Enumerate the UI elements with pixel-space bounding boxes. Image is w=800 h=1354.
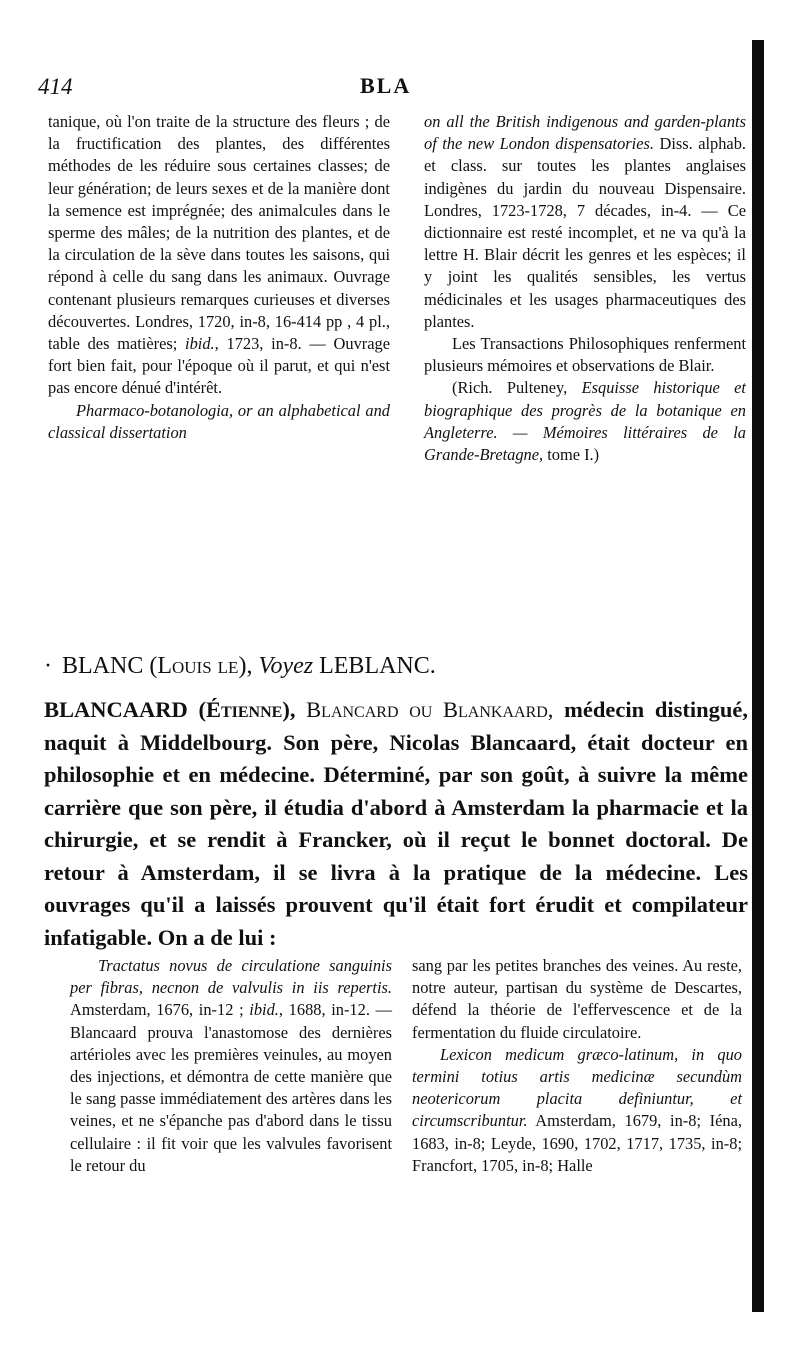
paragraph-text: Amsterdam, 1679, in-8; Iéna, 1683, in-8; Leyde, 1690, 1702, 1717, 1735, in-8; Francfort, 1705, in-8; Halle [412,1111,742,1175]
source-open: (Rich. Pulteney, [452,378,582,398]
paragraph-text: , 1723, in-8. — Ouvrage fort bien fait, pour l'époque où il parut, et qui n'est pas encore dénué d'intérêt. [48,334,390,398]
scan-edge-shadow [752,40,764,1312]
paragraph-transactions: Les Transactions Philosophiques renferment plusieurs mémoires et observations de Blair. [424,334,746,376]
paragraph-tractatus [70,955,392,1177]
paren-open: ( [149,653,158,679]
entry-given-name: Louis le [157,653,239,679]
paren-close: ), [238,653,253,679]
paragraph-blair-continued [48,111,390,400]
work-title-lexicon: Lexicon medicum græco-latinum, in quo termini totius artis medicinæ secundùm neotericorum placita definiuntur, et circumscribuntur. [412,1044,742,1131]
see-also-link: LEBLANC. [319,653,436,679]
work-title-tractatus: Tractatus novus de circulatione sanguinis per fibras, necnon de valvulis in iis repertis. [70,956,392,998]
paragraph-text: Amsterdam, 1676, in-12 ; [70,1000,250,1020]
entry-blancaard-paragraph [44,694,748,954]
paragraph-pharmaco-continued [424,111,746,333]
ibid-ref: ibid. [249,1000,279,1020]
entry-name-variants: Blancard ou Blankaard, [295,697,554,722]
entry-given-name: Étienne [205,697,283,722]
entry-text: médecin distingué, naquit à Middelbourg. Son père, Nicolas Blancaard, était docteur en philosophie et en médecine. Déterminé, par son goût, à suivre la même carrière que son père, il étudia d'abord à Amsterdam la pharmacie et la chirurgie, et se rendit à Francker, où il reçut le bonnet doctoral. De retour à Amsterdam, il se livra à la pratique de la médecine. Les ouvrages qu'il a laissés prouvent qu'il était fort érudit et compilateur infatigable. On a de lui : [44,697,748,950]
column-lower-left [70,955,392,1177]
source-close: tome I.) [543,445,600,465]
paren-close: ), [282,697,296,722]
column-upper-right [424,111,746,466]
entry-blanc [44,653,744,680]
paragraph-tractatus-continued: sang par les petites branches des veines. Au reste, notre auteur, partisan du système de Descartes, défend la théorie de l'effervescence et de la fermentation du fluide circulatoire. [412,956,742,1042]
work-title-continued: on all the British indigenous and garden-plants of the new London dispensatories. [424,112,746,154]
paragraph-source-note [424,377,746,466]
paren-open: ( [187,697,206,722]
see-also-label: Voyez [258,653,314,679]
paragraph-lexicon [412,1044,742,1177]
entry-bullet: · [44,653,52,679]
column-upper-left [48,111,390,444]
paragraph-text: Diss. alphab. et class. sur toutes les plantes anglaises indigènes du jardin du nouveau Dispensaire. Londres, 1723-1728, 7 décades, in-4. — Ce dictionnaire est resté incomplet, et ne va qu'à la lettre H. Blair décrit les genres et les espèces; il y joint les qualités sensibles, les vertus médicinales et les usages pharmaceutiques des plantes. [424,134,746,331]
paragraph-text: tanique, où l'on traite de la structure des fleurs ; de la fructification des plantes, des différentes méthodes de les réduire sous certaines classes; de leur génération; de leurs sexes et de la manière dont la semence est imprégnée; des animalcules dans le sperme des mâles; de la nutrition des plantes, et de la circulation de la sève dans toutes les saisons, qui répond à celle du sang dans les animaux. Ouvrage contenant plusieurs remarques curieuses et diverses découvertes. Londres, 1720, in-8, 16-414 pp , 4 pl., table des matières; [48,112,390,354]
running-head: BLA [360,73,412,98]
page-number: 414 [38,74,73,99]
column-lower-right [412,955,742,1177]
ibid-ref: ibid. [185,334,215,354]
source-titles: Esquisse historique et biographique des progrès de la botanique en Angleterre. — Mémoires littéraires de la Grande-Bretagne, [424,378,746,465]
entry-name: BLANC [62,653,144,679]
entry-name: BLANCAARD [44,697,188,722]
work-title-pharmaco: Pharmaco-botanologia, or an alphabetical and classical dissertation [48,400,390,442]
paragraph-text: , 1688, in-12. — Blancaard prouva l'anastomose des dernières artérioles avec les premières veinules, au moyen des injections, et démontra de cette manière que le sang passe immédiatement des artères dans les veines, et ne s'épanche pas d'abord dans le tissu cellulaire : il fit voir que les valvules favorisent le retour du [70,1000,392,1175]
entry-blancaard [44,694,748,954]
